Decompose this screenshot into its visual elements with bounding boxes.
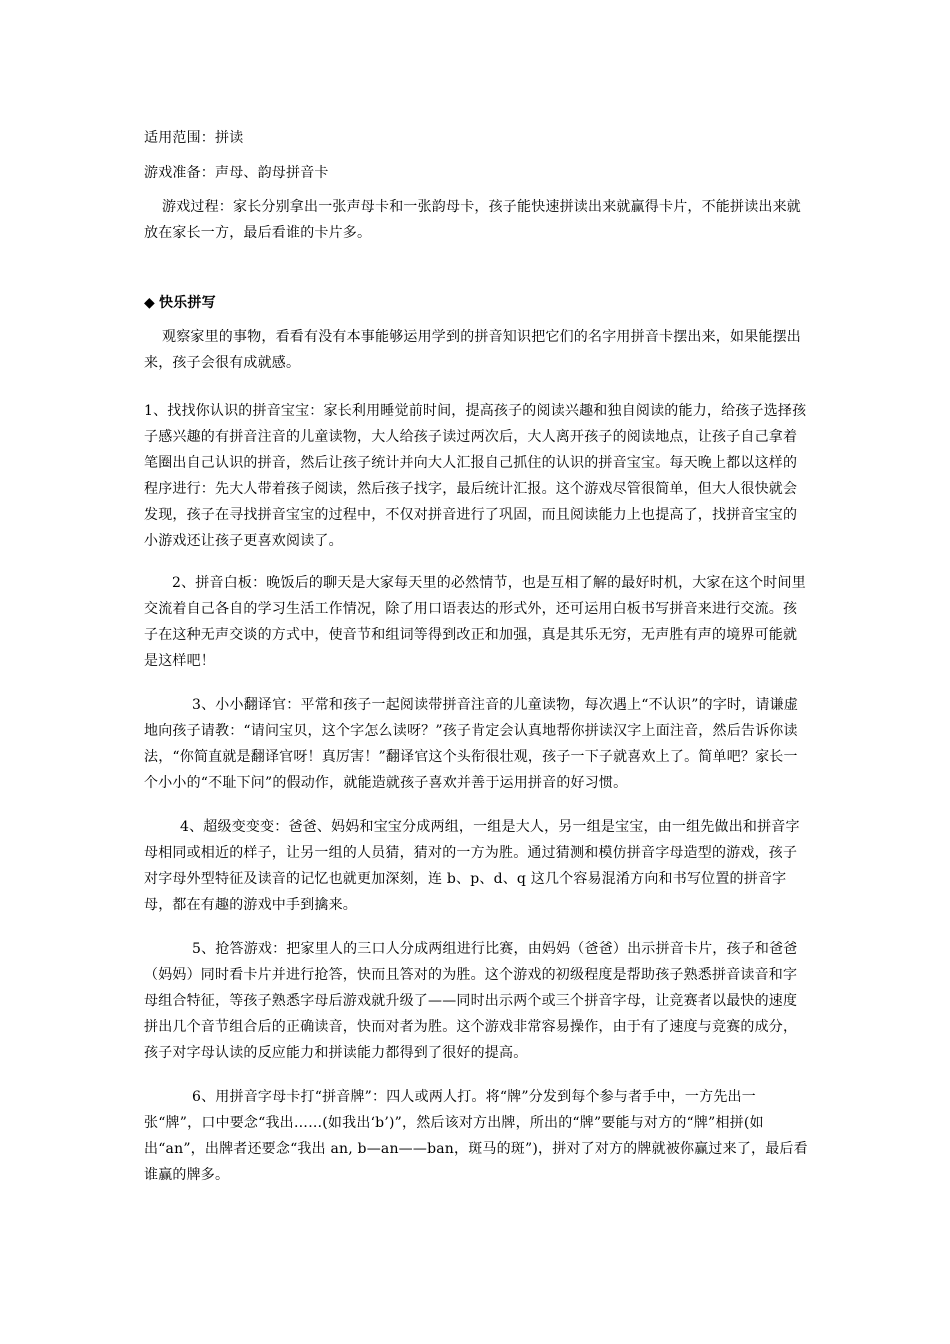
- intro-paragraph: 观察家里的事物，看看有没有本事能够运用学到的拼音知识把它们的名字用拼音卡摆出来，如果能摆出来，孩子会很有成就感。: [144, 329, 801, 371]
- process-paragraph: 游戏过程：家长分别拿出一张声母卡和一张韵母卡，孩子能快速拼读出来就赢得卡片，不能拼读出来就放在家长一方，最后看谁的卡片多。: [144, 199, 801, 241]
- list-item-3: 3、小小翻译官：平常和孩子一起阅读带拼音注音的儿童读物，每次遇上“不认识”的字时，请谦虚地向孩子请教：“请问宝贝，这个字怎么读呀？”孩子肯定会认真地帮你拼读汉字上面注音，然后告诉你读法，“你简直就是翻译官呀！真厉害！”翻译官这个头衔很壮观，孩子一下子就喜欢上了。简单吧？家长一个小小的“不耻下问”的假动作，就能造就孩子喜欢并善于运用拼音的好习惯。: [144, 697, 799, 791]
- list-item-6: 6、用拼音字母卡打“拼音牌”：四人或两人打。将“牌”分发到每个参与者手中，一方先出一张“牌”，口中要念“我出……(如我出‘b’)”，然后该对方出牌，所出的“牌”要能与对方的“牌”相拼(如出“an”，出牌者还要念“我出 an, b—an——ban，斑马的斑”)，拼对了对方的牌就被你赢过来了，最后看谁赢的牌多。: [144, 1089, 808, 1183]
- section-title: 快乐拼写: [158, 295, 216, 311]
- prep-line: 游戏准备：声母、韵母拼音卡: [144, 165, 329, 181]
- section-heading: [144, 290, 808, 316]
- diamond-bullet-icon: ◆: [144, 295, 155, 311]
- list-item-2: 2、拼音白板：晚饭后的聊天是大家每天里的必然情节，也是互相了解的最好时机，大家在这个时间里交流着自己各自的学习生活工作情况，除了用口语表达的形式外，还可运用白板书写拼音来进行交流。孩子在这种无声交谈的方式中，使音节和组词等得到改正和加强，真是其乐无穷，无声胜有声的境界可能就是这样吧！: [144, 575, 806, 669]
- scope-line: 适用范围：拼读: [144, 130, 244, 146]
- list-item-4: 4、超级变变变：爸爸、妈妈和宝宝分成两组，一组是大人，另一组是宝宝，由一组先做出和拼音字母相同或相近的样子，让另一组的人员猜，猜对的一方为胜。通过猜测和模仿拼音字母造型的游戏，孩子对字母外型特征及读音的记忆也就更加深刻，连 b、p、d、q 这几个容易混淆方向和书写位置的拼音字母，都在有趣的游戏中手到擒来。: [144, 819, 800, 913]
- list-item-5: 5、抢答游戏：把家里人的三口人分成两组进行比赛，由妈妈（爸爸）出示拼音卡片，孩子和爸爸（妈妈）同时看卡片并进行抢答，快而且答对的为胜。这个游戏的初级程度是帮助孩子熟悉拼音读音和字母组合特征，等孩子熟悉字母后游戏就升级了——同时出示两个或三个拼音字母，让竞赛者以最快的速度拼出几个音节组合后的正确读音，快而对者为胜。这个游戏非常容易操作，由于有了速度与竞赛的成分，孩子对字母认读的反应能力和拼读能力都得到了很好的提高。: [144, 941, 798, 1061]
- list-item-1: 1、找找你认识的拼音宝宝：家长利用睡觉前时间，提高孩子的阅读兴趣和独自阅读的能力，给孩子选择孩子感兴趣的有拼音注音的儿童读物，大人给孩子读过两次后，大人离开孩子的阅读地点，让孩子自己拿着笔圈出自己认识的拼音，然后让孩子统计并向大人汇报自己抓住的认识的拼音宝宝。每天晚上都以这样的程序进行：先大人带着孩子阅读，然后孩子找字，最后统计汇报。这个游戏尽管很简单，但大人很快就会发现，孩子在寻找拼音宝宝的过程中，不仅对拼音进行了巩固，而且阅读能力上也提高了，找拼音宝宝的小游戏还让孩子更喜欢阅读了。: [144, 403, 807, 549]
